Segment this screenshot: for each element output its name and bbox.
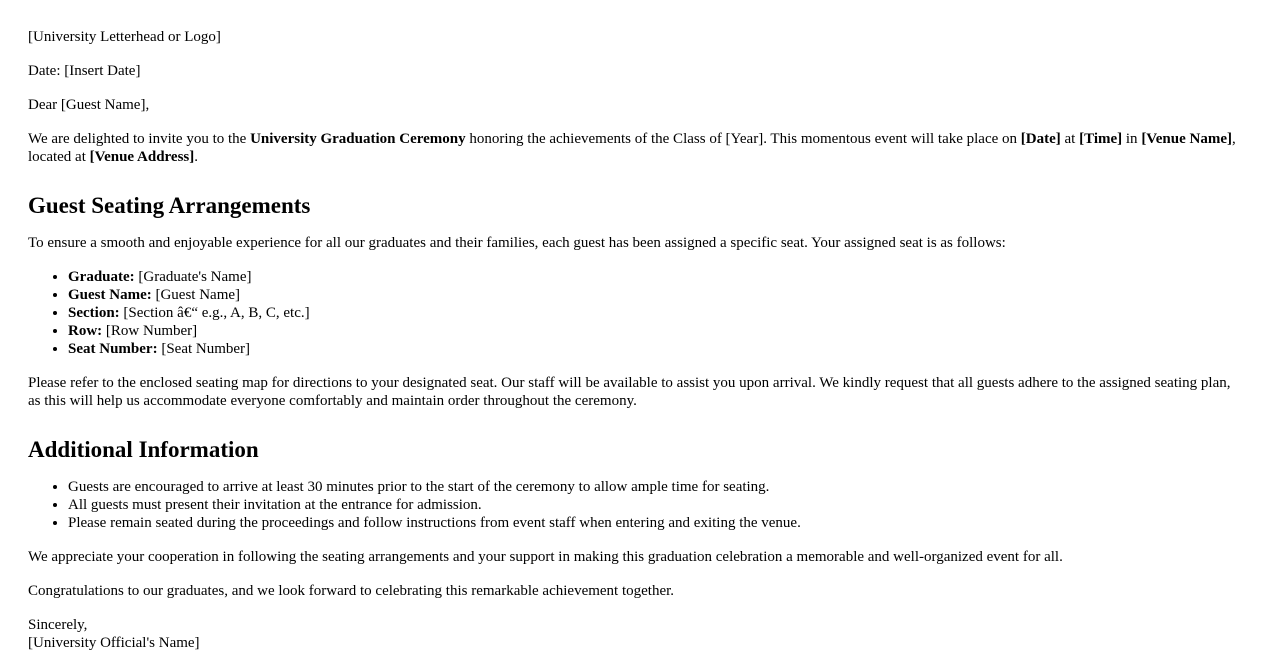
seat-detail-guest-name: [68, 286, 1246, 304]
seat-detail-row: [68, 322, 1246, 340]
seat-detail-value: [Section â€“ e.g., A, B, C, etc.]: [119, 305, 310, 321]
event-date: [Date]: [1020, 131, 1061, 147]
seating-note: Please refer to the enclosed seating map for directions to your designated seat. Our staff will be available to assist you upon arrival. We kindly request that all guests adhere to the assigned seating plan, as this will help us accommodate everyone comfortably and maintain order throughout the ceremony.: [28, 375, 1231, 409]
appreciation-paragraph: We appreciate your cooperation in following the seating arrangements and your support in making this graduation celebration a memorable and well-organized event for all.: [28, 549, 1063, 565]
seat-detail-value: [Seat Number]: [157, 341, 251, 357]
intro-text-2: honoring the achievements of the Class of [Year]. This momentous event will take place on: [465, 131, 1021, 147]
additional-info-list: [28, 478, 1246, 532]
seat-detail-seat-number: [68, 340, 1246, 358]
seat-detail-label: Graduate:: [68, 269, 135, 285]
seating-intro: To ensure a smooth and enjoyable experience for all our graduates and their families, each guest has been assigned a specific seat. Your assigned seat is as follows:: [28, 235, 1006, 251]
seat-detail-label: Seat Number:: [68, 341, 158, 357]
seat-detail-label: Section:: [68, 305, 120, 321]
intro-text-3: at: [1060, 131, 1080, 147]
event-name: University Graduation Ceremony: [250, 131, 466, 147]
venue-address: [Venue Address]: [89, 149, 195, 165]
event-time: [Time]: [1079, 131, 1123, 147]
intro-text-6: .: [194, 149, 198, 165]
seat-detail-value: [Guest Name]: [151, 287, 241, 303]
date-line: Date: [Insert Date]: [28, 63, 141, 79]
salutation: Dear [Guest Name],: [28, 97, 150, 113]
seat-details-list: [28, 268, 1246, 358]
signature-block: [28, 616, 1246, 652]
additional-info-item: • Guests are encouraged to arrive at least 30 minutes prior to the start of the ceremony to allow ample time for seating.: [68, 478, 1246, 496]
intro-text-4: in: [1122, 131, 1142, 147]
additional-info-item: • All guests must present their invitation at the entrance for admission.: [68, 496, 1246, 514]
congratulations-paragraph: Congratulations to our graduates, and we look forward to celebrating this remarkable achievement together.: [28, 583, 675, 599]
intro-text-1: We are delighted to invite you to the: [28, 131, 251, 147]
intro-text-5: , located at: [28, 131, 1236, 165]
additional-info-item: • Please remain seated during the proceedings and follow instructions from event staff when entering and exiting the venue.: [68, 514, 1246, 532]
seat-detail-label: Row:: [68, 323, 103, 339]
seat-detail-graduate: [68, 268, 1246, 286]
additional-heading: Additional Information: [28, 437, 259, 462]
closing: Sincerely,: [28, 617, 88, 633]
seat-detail-label: Guest Name:: [68, 287, 152, 303]
letter: [28, 28, 1246, 668]
seat-detail-value: [Graduate's Name]: [134, 269, 252, 285]
intro-paragraph: [28, 130, 1246, 166]
seat-detail-section: [68, 304, 1246, 322]
letterhead: [University Letterhead or Logo]: [28, 29, 221, 45]
seat-detail-value: [Row Number]: [102, 323, 198, 339]
signatory-name: [University Official's Name]: [28, 635, 200, 651]
venue-name: [Venue Name]: [1141, 131, 1232, 147]
seating-heading: Guest Seating Arrangements: [28, 193, 311, 218]
